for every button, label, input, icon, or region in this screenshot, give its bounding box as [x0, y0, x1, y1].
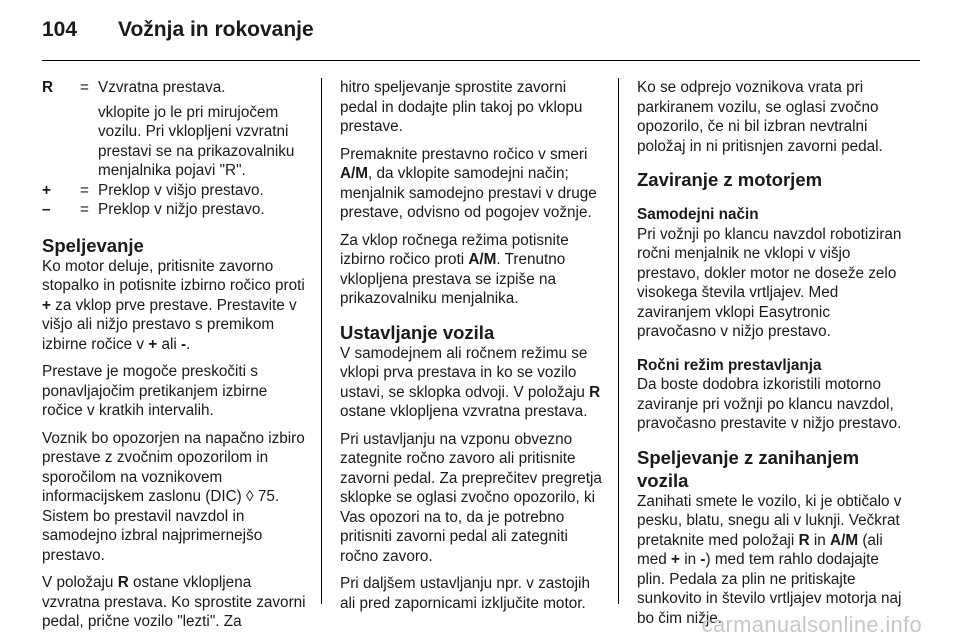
- am-symbol: A/M: [830, 531, 859, 549]
- section-heading-speljevanje: Speljevanje: [42, 234, 144, 256]
- column-1: [42, 78, 310, 640]
- text: 75. Sistem bo prestavil navzdol in samodejno izbral najprimernejšo prestavo.: [42, 488, 280, 564]
- am-symbol: A/M: [468, 251, 497, 268]
- text: Ko motor deluje, pritisnite zavorno stopalko in potisnite izbirno ročico proti: [42, 257, 305, 294]
- text: , da vklopite samodejni način; menjalnik samodejno prestavi v druge prestave, odvisno od pogojev vožnje.: [340, 165, 597, 221]
- gear-r-symbol: R: [589, 383, 601, 401]
- text: V samodejnem ali ročnem režimu se vklopi prva prestava in ko se vozilo ustavi, se sklopka odvoji. V položaju: [340, 344, 590, 401]
- gear-key-equals: =: [80, 181, 89, 199]
- gear-key: +: [42, 181, 51, 199]
- text: ali: [157, 335, 182, 353]
- gear-r-symbol: R: [798, 531, 810, 549]
- am-symbol: A/M: [340, 165, 369, 182]
- column-divider-2: [618, 78, 619, 604]
- minus-symbol: -: [700, 551, 706, 568]
- text: . Trenutno vklopljena prestava se izpiše na prikazovalniku menjalnika.: [340, 251, 566, 307]
- plus-symbol: +: [148, 335, 158, 353]
- gear-key: –: [42, 201, 51, 218]
- subheading-rocni: Ročni režim prestavljanja: [637, 356, 822, 374]
- page-header: [42, 18, 314, 42]
- gear-key-row: [42, 181, 310, 201]
- paragraph: [340, 344, 602, 422]
- page-number: 104: [42, 18, 78, 41]
- section-heading-ustavljanje: Ustavljanje vozila: [340, 321, 495, 343]
- paragraph: Ko se odprejo voznikova vrata pri parkiranem vozilu, se oglasi zvočno opozorilo, če ni bil izbran nevtralni položaj in ni pritisnjen zavorni pedal.: [637, 79, 883, 155]
- subheading-samodejni: Samodejni način: [637, 206, 759, 223]
- paragraph: [42, 573, 310, 632]
- gear-key: R: [42, 79, 54, 96]
- paragraph: Prestave je mogoče preskočiti s ponavljajočim pretikanjem izbirne ročice v kratkih intervalih.: [42, 363, 268, 419]
- paragraph: Pri daljšem ustavljanju npr. v zastojih ali pred zapornicami izključite motor.: [340, 575, 590, 612]
- gear-key-description: Preklop v višjo prestavo.: [98, 181, 264, 199]
- plus-symbol: +: [671, 551, 680, 568]
- gear-key-row: [42, 78, 310, 98]
- paragraph: hitro speljevanje sprostite zavorni pedal in dodajte plin takoj po vklopu prestave.: [340, 79, 583, 135]
- header-divider: [42, 60, 920, 61]
- gear-key-description: Preklop v nižjo prestavo.: [98, 201, 265, 218]
- text: ) med tem rahlo dodajajte plin. Pedala za plin ne pritiskajte sunkovito in število vrtljajev motorja naj bo čim nižje.: [637, 551, 902, 627]
- text: za vklop prve prestave. Prestavite v višjo ali nižjo prestavo s premikom izbirne ročice v: [42, 296, 297, 353]
- page-reference-icon[interactable]: ◊: [246, 488, 254, 505]
- gear-key-equals: =: [80, 79, 89, 96]
- minus-symbol: -: [181, 335, 187, 353]
- text: ostane vklopljena vzvratna prestava.: [340, 403, 588, 420]
- gear-r-symbol: R: [117, 574, 129, 591]
- gear-key-description: Vzvratna prestava.: [98, 79, 226, 96]
- paragraph: [42, 429, 310, 566]
- reverse-gear-note: vklopite jo le pri mirujočem vozilu. Pri vklopljeni vzvratni prestavi se na prikazovalniku menjalnika pojavi "R".: [98, 103, 295, 179]
- text: Premaknite prestavno ročico v smeri: [340, 145, 588, 163]
- text: (ali med: [637, 531, 883, 568]
- paragraph: [340, 145, 602, 223]
- text: in: [809, 531, 831, 549]
- paragraph: Pri ustavljanju na vzponu obvezno zategnite ročno zavoro ali pritisnite zavorni pedal. Za preprečitev pregretja sklopke se oglasi zvočno opozorilo, ki Vas opozori na to, da je potrebno pritisniti zavorni pedal ali zategniti ročno zavoro.: [340, 430, 602, 565]
- paragraph: [42, 257, 310, 355]
- column-3: [637, 78, 905, 636]
- paragraph: Pri vožnji po klancu navzdol robotiziran ročni menjalnik ne vklopi v višjo prestavo, dokler motor ne doseže zelo visokega števila vrtljajev. Med zaviranjem vklopi Easytronic pravočasno v nižjo prestavo.: [637, 225, 902, 340]
- chapter-title: Vožnja in rokovanje: [118, 18, 314, 41]
- section-heading-zanihanjem: Speljevanje z zanihanjem vozila: [637, 446, 860, 491]
- plus-symbol: +: [42, 296, 51, 314]
- paragraph: Da boste dodobra izkoristili motorno zaviranje pri vožnji po klancu navzdol, pravočasno prestavite v nižjo prestavo.: [637, 376, 902, 432]
- text: V položaju: [42, 574, 118, 591]
- column-2: [340, 78, 602, 621]
- text: Voznik bo opozorjen na napačno izbiro prestave z zvočnim opozorilom in sporočilom na voznikovem informacijskem zaslonu (DIC): [42, 429, 305, 505]
- section-heading-zaviranje: Zaviranje z motorjem: [637, 169, 823, 190]
- gear-key-equals: =: [80, 201, 89, 218]
- text: Zanihati smete le vozilo, ki je obtičalo v pesku, blatu, snegu ali v luknji. Večkrat pretaknite med položaji: [637, 492, 902, 549]
- paragraph: [637, 492, 905, 629]
- gear-key-list: [42, 78, 310, 220]
- text: in: [679, 551, 701, 568]
- paragraph: [340, 231, 602, 309]
- text: ostane vklopljena vzvratna prestava. Ko sprostite zavorni pedal, prične vozilo "lezti". Za: [42, 574, 306, 630]
- watermark: carmanualsonline.info: [701, 612, 922, 637]
- gear-key-row: [42, 200, 310, 220]
- text: .: [186, 335, 191, 353]
- column-divider-1: [321, 78, 322, 604]
- text: Za vklop ročnega režima potisnite izbirno ročico proti: [340, 231, 569, 268]
